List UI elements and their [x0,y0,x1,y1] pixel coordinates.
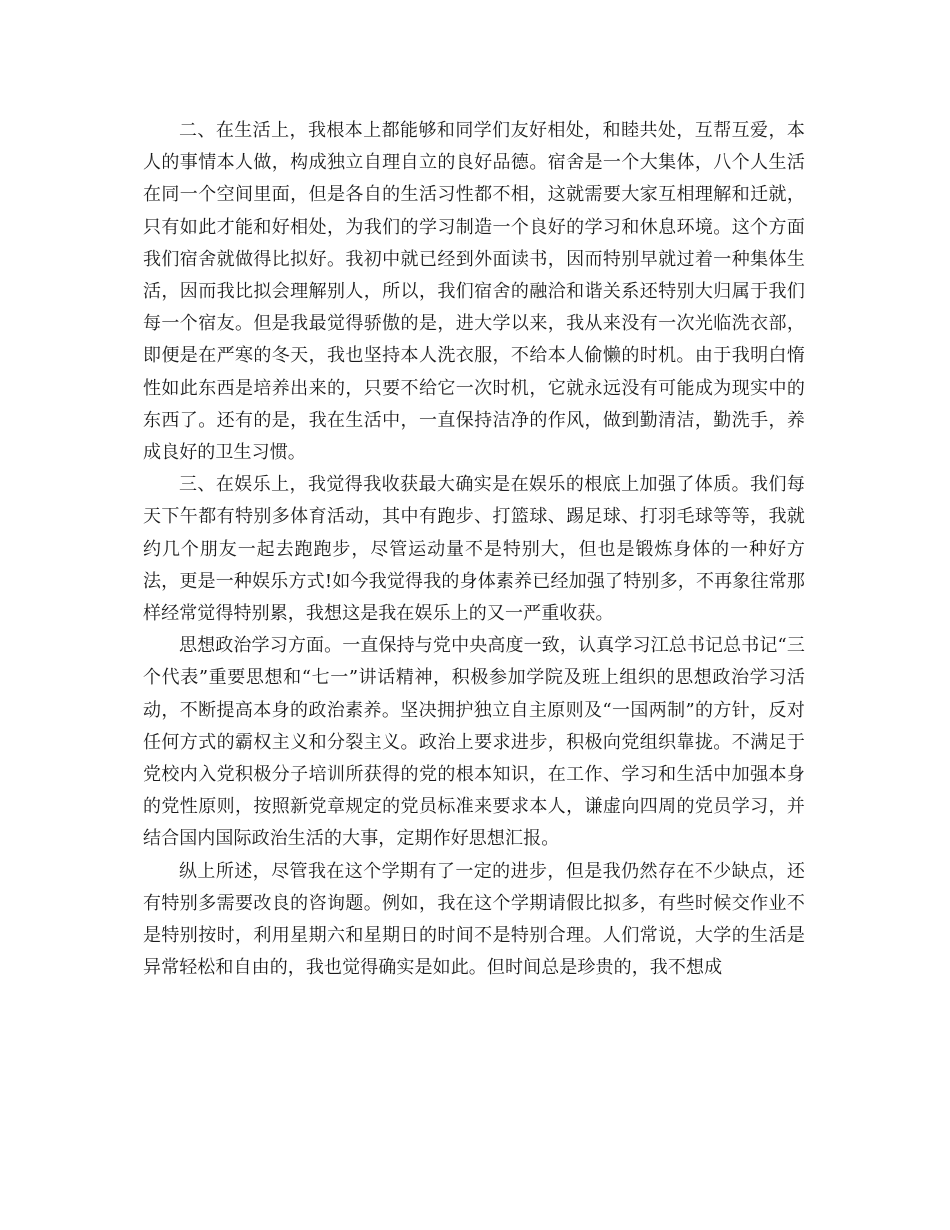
paragraph-political-study: 思想政治学习方面。一直保持与党中央高度一致，认真学习江总书记总书记“三个代表”重要思想和“七一”讲话精神，积极参加学院及班上组织的思想政治学习活动，不断提高本身的政治素养。坚决拥护独立自主原则及“一国两制”的方针，反对任何方式的霸权主义和分裂主义。政治上要求进步，积极向党组织靠拢。不满足于党校内入党积极分子培训所获得的党的根本知识，在工作、学习和生活中加强本身的党性原则，按照新党章规定的党员标准来要求本人，谦虚向四周的党员学习，并结合国内国际政治生活的大事，定期作好思想汇报。 [143,635,805,850]
paragraph-life: 二、在生活上，我根本上都能够和同学们友好相处，和睦共处，互帮互爱，本人的事情本人做，构成独立自理自立的良好品德。宿舍是一个大集体，八个人生活在同一个空间里面，但是各自的生活习性都不相，这就需要大家互相理解和迁就，只有如此才能和好相处，为我们的学习制造一个良好的学习和休息环境。这个方面我们宿舍就做得比拟好。我初中就已经到外面读书，因而特别早就过着一种集体生活，因而我比拟会理解别人，所以，我们宿舍的融洽和谐关系还特别大归属于我们每一个宿友。但是我最觉得骄傲的是，进大学以来，我从来没有一次光临洗衣部，即便是在严寒的冬天，我也坚持本人洗衣服，不给本人偷懒的时机。由于我明白惰性如此东西是培养出来的，只要不给它一次时机，它就永远没有可能成为现实中的东西了。还有的是，我在生活中，一直保持洁净的作风，做到勤清洁，勤洗手，养成良好的卫生习惯。 [143,120,805,464]
paragraph-entertainment: 三、在娱乐上，我觉得我收获最大确实是在娱乐的根底上加强了体质。我们每天下午都有特别多体育活动，其中有跑步、打篮球、踢足球、打羽毛球等等，我就约几个朋友一起去跑跑步，尽管运动量不是特别大，但也是锻炼身体的一种好方法，更是一种娱乐方式!如今我觉得我的身体素养已经加强了特别多，不再象往常那样经常觉得特别累，我想这是我在娱乐上的又一严重收获。 [143,474,805,625]
document-body [143,115,805,984]
paragraph-summary: 纵上所述，尽管我在这个学期有了一定的进步，但是我仍然存在不少缺点，还有特别多需要改良的咨询题。例如，我在这个学期请假比拟多，有些时候交作业不是特别按时，利用星期六和星期日的时间不是特别合理。人们常说，大学的生活是异常轻松和自由的，我也觉得确实是如此。但时间总是珍贵的，我不想成 [143,860,805,979]
